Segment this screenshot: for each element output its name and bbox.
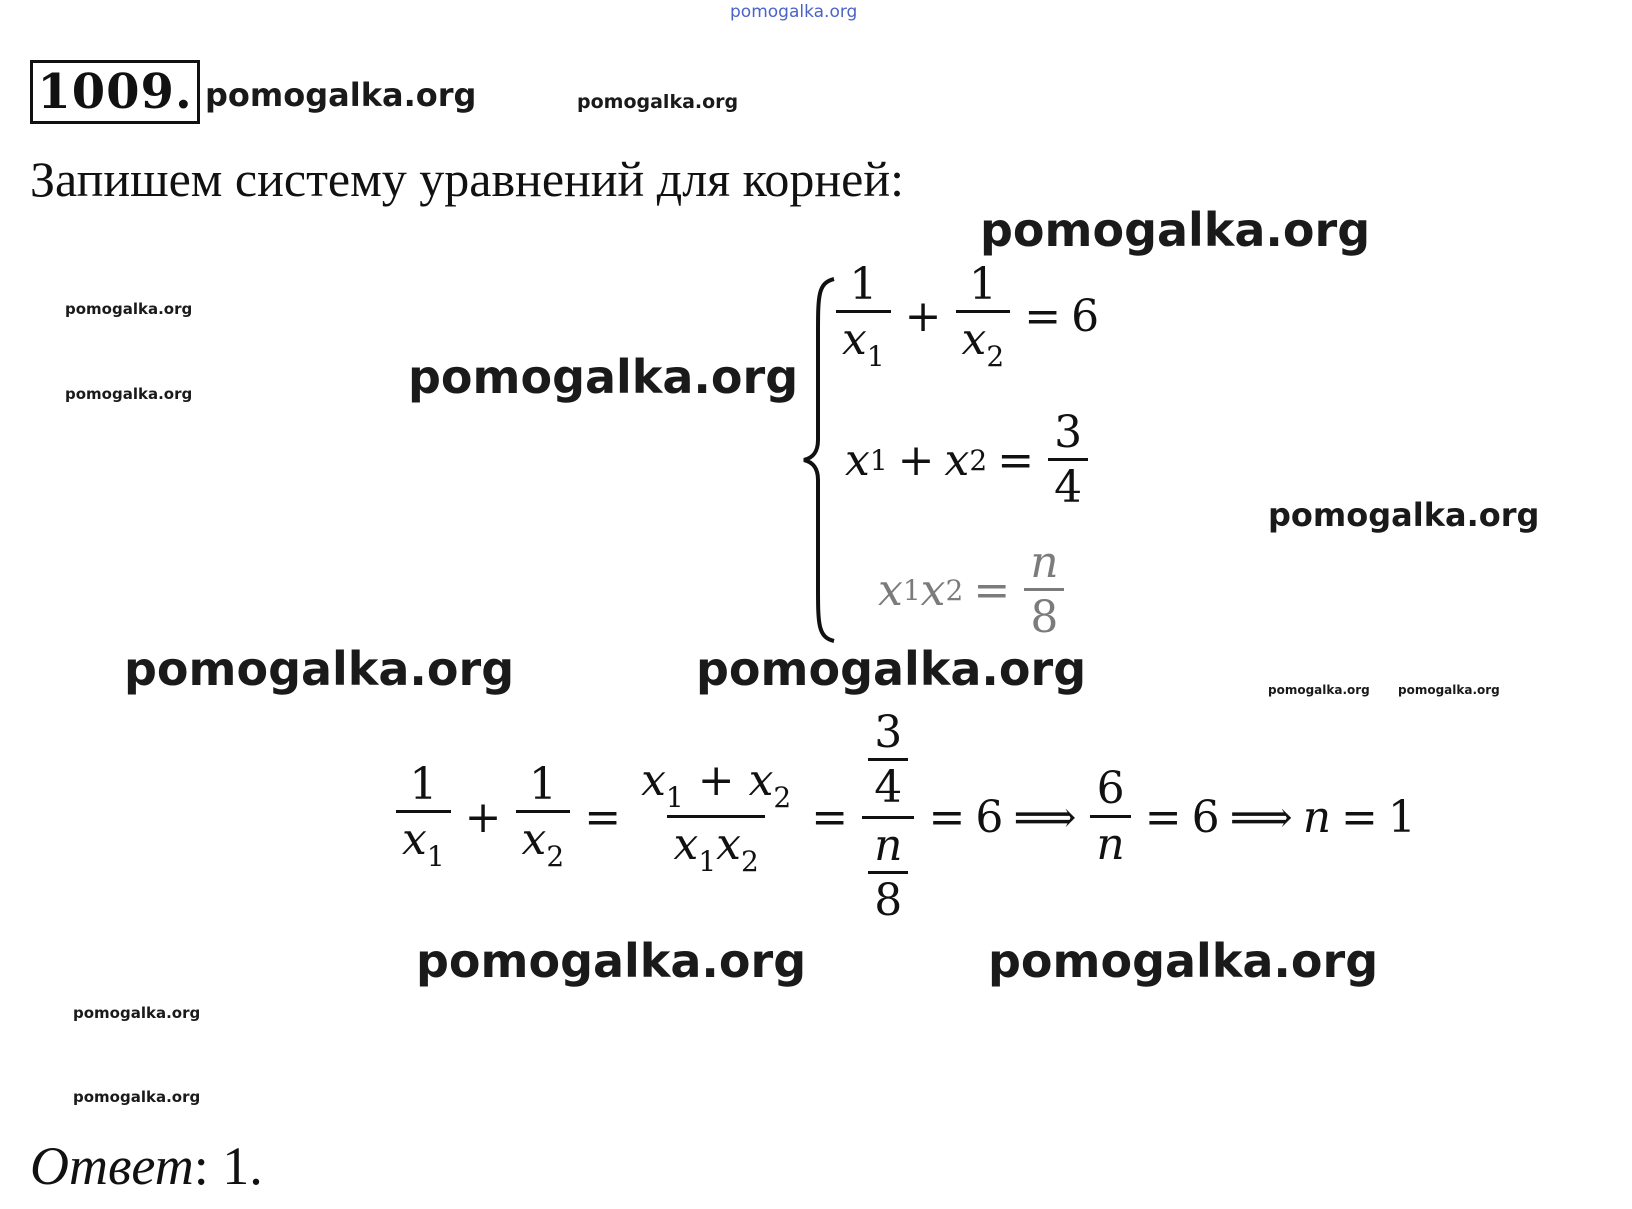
watermark: pomogalka.org [408, 350, 799, 404]
numerator: 1 [849, 259, 878, 310]
numerator: n [1030, 537, 1059, 588]
fraction: $\frac{1}{x_2}$ [516, 762, 571, 872]
fraction [956, 259, 1011, 374]
watermark: pomogalka.org [696, 642, 1087, 696]
watermark-top: pomogalka.org [730, 2, 858, 22]
denominator: 8 [1024, 588, 1064, 641]
watermark: pomogalka.org [73, 1004, 201, 1022]
watermark: pomogalka.org [1268, 496, 1540, 534]
watermark: pomogalka.org [124, 642, 515, 696]
watermark: pomogalka.org [1398, 683, 1500, 697]
fraction: $\frac{6}{n}$ [1090, 766, 1130, 867]
watermark: pomogalka.org [416, 934, 807, 988]
fraction [1048, 407, 1088, 514]
watermark: pomogalka.org [1268, 683, 1370, 697]
system-equation-3: x 1 x 2 = $\frac{n}{8}$ [878, 540, 1069, 641]
answer-label: Ответ [30, 1136, 194, 1196]
watermark: pomogalka.org [73, 1088, 201, 1106]
result-value: 1 [1387, 791, 1416, 843]
numerator: 3 [1054, 407, 1083, 458]
compound-fraction: $\frac{\frac{3}{4}}{\frac{n}{8}}$ [862, 710, 914, 924]
fraction [836, 259, 891, 374]
denominator: $x_1$ [836, 310, 891, 371]
intro-text: Запишем систему уравнений для корней: [30, 151, 905, 207]
watermark: pomogalka.org [205, 76, 477, 114]
answer-value: : 1. [193, 1136, 263, 1196]
watermark: pomogalka.org [577, 91, 739, 113]
watermark: pomogalka.org [65, 300, 193, 318]
system-equation-2: x 1 + x 2 = $\frac{3}{4}$ [845, 410, 1092, 511]
derivation-equation: $\frac{1}{x_1}$ + $\frac{1}{x_2}$ = $\frac{x_1 + x_2}{x_1x_2}$ = $\frac{\frac{3}{4}}{\frac{n}{8}}$ = 6 ⟹ $\frac{6}{n}$ = 6 ⟹ n = 1 [392, 712, 1416, 922]
system-equation-1: $\frac{1}{x_1}$ + $\frac{1}{x_2}$ = 6 [832, 262, 1099, 372]
fraction: $\frac{x_1 + x_2}{x_1x_2}$ [641, 755, 792, 878]
watermark: pomogalka.org [65, 385, 193, 403]
denominator: 4 [1048, 458, 1088, 511]
fraction: $\frac{1}{x_1}$ [396, 762, 451, 872]
numerator: 1 [968, 259, 997, 310]
fraction [1024, 537, 1064, 644]
answer [30, 1135, 263, 1197]
rhs-value: 6 [1071, 291, 1100, 343]
problem-number: 1009. [30, 60, 200, 124]
watermark: pomogalka.org [980, 203, 1371, 257]
watermark: pomogalka.org [988, 934, 1379, 988]
denominator: $x_2$ [956, 310, 1011, 371]
